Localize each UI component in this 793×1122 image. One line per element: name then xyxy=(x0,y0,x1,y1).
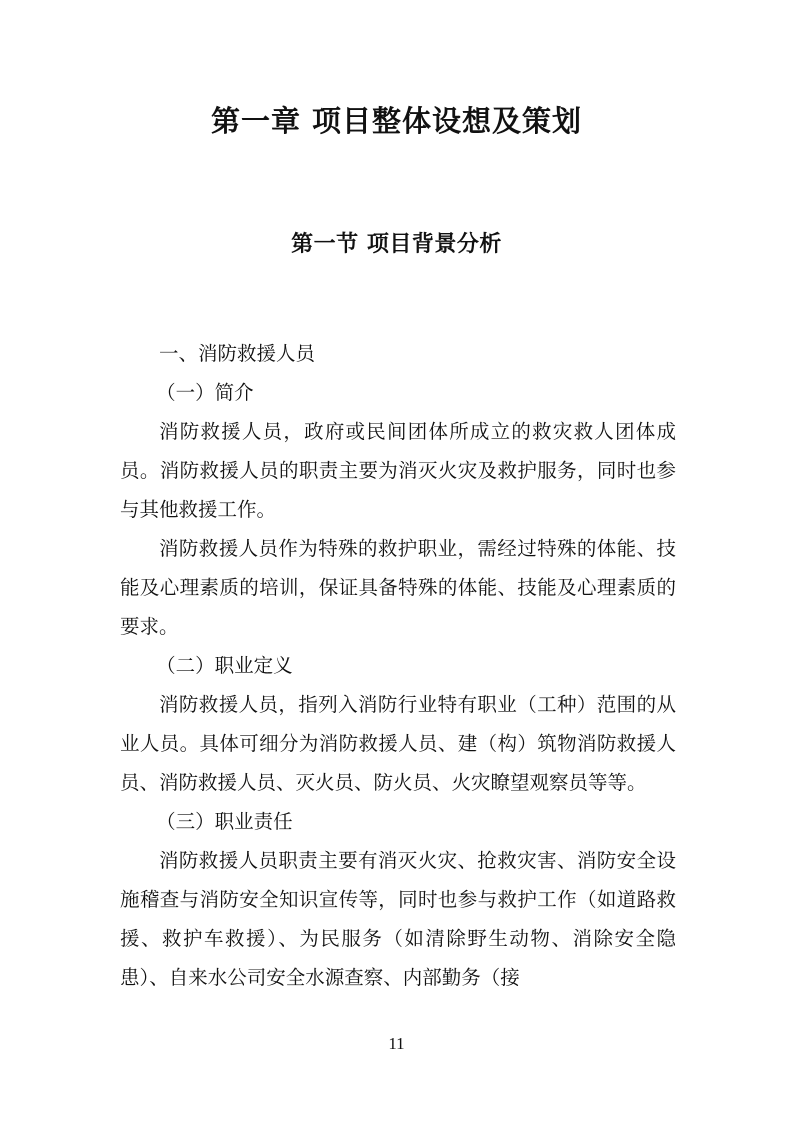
paragraph-responsibility: 消防救援人员职责主要有消灭火灾、抢救灾害、消防安全设施稽查与消防安全知识宣传等，同时也参与救护工作（如道路救援、救护车救援）、为民服务（如清除野生动物、消除安全隐患）、自来水公司安全水源查察、内部勤务（接 xyxy=(120,849,676,989)
chapter-title: 第一章 项目整体设想及策划 xyxy=(210,104,583,138)
paragraph-introduction: 消防救援人员，政府或民间团体所成立的救灾救人团体成员。消防救援人员的职责主要为消灭火灾及救护服务，同时也参与其他救援工作。 xyxy=(120,420,676,521)
paragraph-definition: 消防救援人员，指列入消防行业特有职业（工种）范围的从业人员。具体可细分为消防救援人员、建（构）筑物消防救援人员、消防救援人员、灭火员、防火员、火灾瞭望观察员等等。 xyxy=(120,693,676,794)
page-number: 11 xyxy=(388,1034,405,1053)
heading-firefighters: 一、消防救援人员 xyxy=(159,342,316,365)
section-title: 第一节 项目背景分析 xyxy=(291,231,502,257)
subheading-definition: （二）职业定义 xyxy=(156,654,293,677)
body-text xyxy=(120,334,676,997)
subheading-responsibility: （三）职业责任 xyxy=(156,810,293,833)
paragraph-training: 消防救援人员作为特殊的救护职业，需经过特殊的体能、技能及心理素质的培训，保证具备特殊的体能、技能及心理素质的要求。 xyxy=(120,537,676,638)
subheading-introduction: （一）简介 xyxy=(156,381,254,404)
